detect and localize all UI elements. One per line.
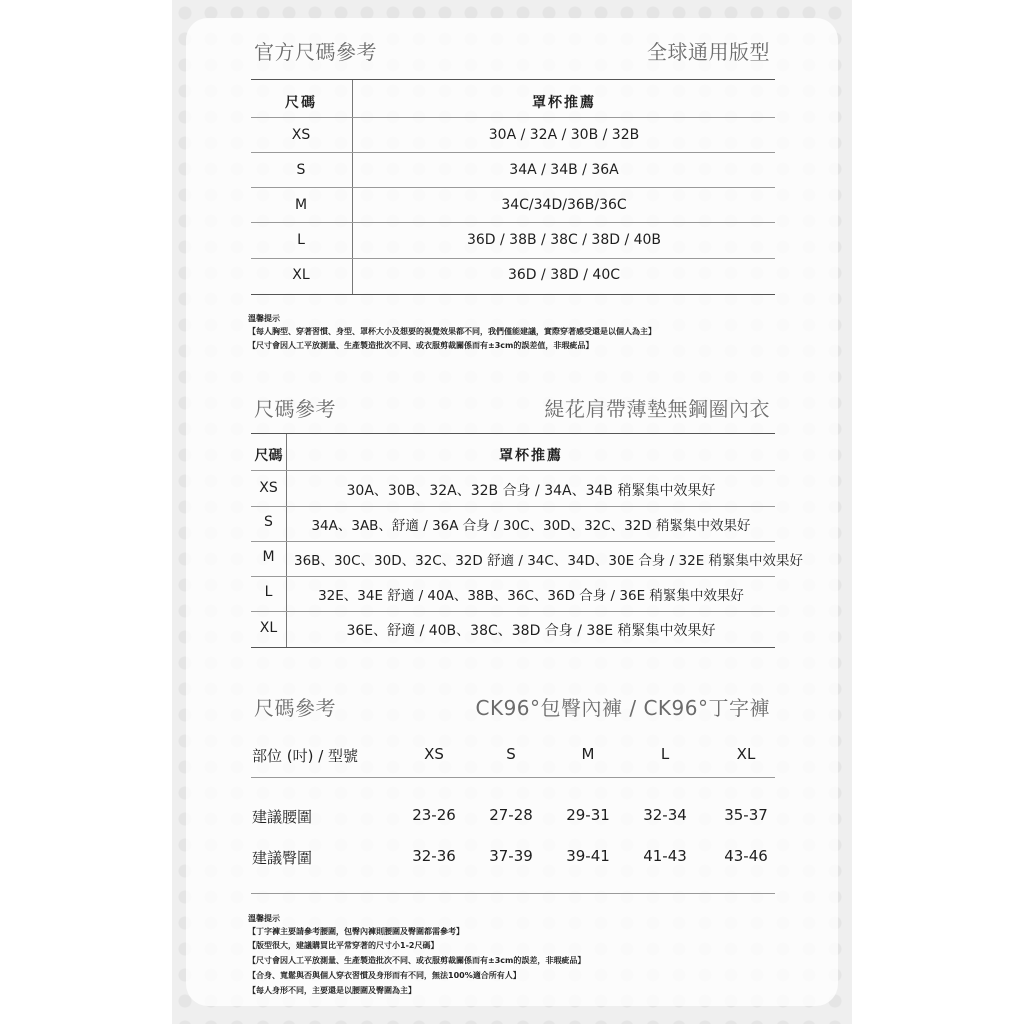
section2-header-cup: 罩杯推薦 [499, 448, 563, 464]
section3-header-label: 部位 (吋) / 型號 [252, 747, 359, 765]
row-divider [251, 611, 775, 612]
section3-hip-m: 39-41 [566, 847, 610, 865]
section2-top-rule [251, 433, 775, 434]
section1-top-rule [251, 79, 775, 80]
section3-note-line: 【版型很大，建議購買比平常穿著的尺寸小1-2尺碼】 [248, 941, 439, 950]
section1-cup-l: 36D / 38B / 38C / 38D / 40B [466, 232, 662, 248]
row-divider [251, 470, 775, 471]
section2-header-size: 尺碼 [254, 448, 283, 464]
section1-cup-xl: 36D / 38D / 40C [507, 267, 620, 283]
section1-subtitle: 全球通用版型 [647, 40, 770, 64]
section1-note-line: 【每人胸型、穿著習慣、身型、罩杯大小及想要的視覺效果都不同，我們僅能建議，實際穿著感受還是以個人為主】 [248, 327, 656, 336]
section2-subtitle: 緹花肩帶薄墊無鋼圈內衣 [544, 397, 770, 421]
section2-cup-l: 32E、34E 舒適 / 40A、38B、36C、36D 合身 / 36E 稍緊集中效果好 [318, 588, 744, 604]
section3-note-line: 【合身、寬鬆與否與個人穿衣習慣及身形而有不同，無法100%適合所有人】 [248, 971, 521, 980]
section3-waist-s: 27-28 [489, 806, 533, 824]
section1-cup-s: 34A / 34B / 36A [509, 162, 619, 178]
section3-subtitle: CK96°包臀內褲 / CK96°丁字褲 [475, 696, 770, 720]
section3-notes-heading: 溫馨提示 [248, 914, 280, 923]
section1-bottom-rule [251, 294, 775, 295]
section3-size-xl: XL [736, 745, 756, 763]
section3-hip-s: 37-39 [489, 847, 533, 865]
row-divider [251, 541, 775, 542]
row-divider [251, 576, 775, 577]
section2-cup-m: 36B、30C、30D、32C、32D 舒適 / 34C、34D、30E 合身 / 32E 稍緊集中效果好 [294, 553, 804, 569]
section2-bottom-rule [251, 647, 775, 648]
section1-size-xl: XL [292, 267, 310, 283]
section1-note-line: 【尺寸會因人工平放測量、生產製造批次不同、或衣服剪裁關係而有±3cm的誤差值，非瑕疵品】 [248, 341, 594, 350]
row-divider [251, 222, 775, 223]
section3-waist-m: 29-31 [566, 806, 610, 824]
section3-hip-l: 41-43 [643, 847, 687, 865]
section3-note-line: 【丁字褲主要請參考腰圍，包臀內褲則腰圍及臀圍都需參考】 [248, 927, 464, 936]
row-divider [251, 117, 775, 118]
section3-waist-xs: 23-26 [412, 806, 456, 824]
section1-size-xs: XS [291, 127, 311, 143]
section2-cup-s: 34A、3AB、舒適 / 36A 合身 / 30C、30D、32C、32D 稍緊集中效果好 [311, 518, 751, 534]
section2-size-s: S [264, 514, 273, 530]
section1-cup-m: 34C/34D/36B/36C [501, 197, 627, 213]
section2-size-m: M [262, 549, 275, 565]
row-divider [251, 506, 775, 507]
section2-title: 尺碼參考 [254, 397, 336, 421]
section1-size-m: M [294, 197, 308, 213]
section3-note-line: 【每人身形不同，主要還是以腰圍及臀圍為主】 [248, 986, 416, 995]
section2-size-xs: XS [259, 480, 278, 496]
row-divider [251, 152, 775, 153]
section3-hip-xl: 43-46 [724, 847, 768, 865]
row-divider [251, 187, 775, 188]
section3-hip-label: 建議臀圍 [252, 849, 313, 867]
row-divider [251, 258, 775, 259]
section3-note-line: 【尺寸會因人工平放測量、生產製造批次不同、或衣服剪裁關係而有±3cm的誤差，非瑕疵品】 [248, 956, 586, 965]
section1-header-size: 尺碼 [285, 95, 317, 111]
section3-size-m: M [581, 745, 595, 763]
section3-hip-xs: 32-36 [412, 847, 456, 865]
section3-size-s: S [506, 745, 516, 763]
section3-size-xs: XS [424, 745, 444, 763]
section1-size-l: L [297, 232, 305, 248]
section3-bottom-rule [251, 893, 775, 894]
section1-title: 官方尺碼參考 [254, 40, 377, 64]
section2-cup-xs: 30A、30B、32A、32B 合身 / 34A、34B 稍緊集中效果好 [346, 483, 716, 499]
section1-header-cup: 罩杯推薦 [532, 95, 596, 111]
section3-header-rule [251, 777, 775, 778]
section1-cup-xs: 30A / 32A / 30B / 32B [488, 127, 640, 143]
section3-size-l: L [660, 745, 670, 763]
section3-title: 尺碼參考 [254, 696, 336, 720]
section1-notes-heading: 溫馨提示 [248, 314, 280, 323]
section3-waist-label: 建議腰圍 [252, 808, 313, 826]
section1-size-s: S [296, 162, 306, 178]
section2-size-xl: XL [259, 620, 278, 636]
section2-size-l: L [264, 584, 273, 600]
section3-waist-xl: 35-37 [724, 806, 768, 824]
section2-cup-xl: 36E、舒適 / 40B、38C、38D 合身 / 38E 稍緊集中效果好 [346, 623, 716, 639]
section3-waist-l: 32-34 [643, 806, 687, 824]
